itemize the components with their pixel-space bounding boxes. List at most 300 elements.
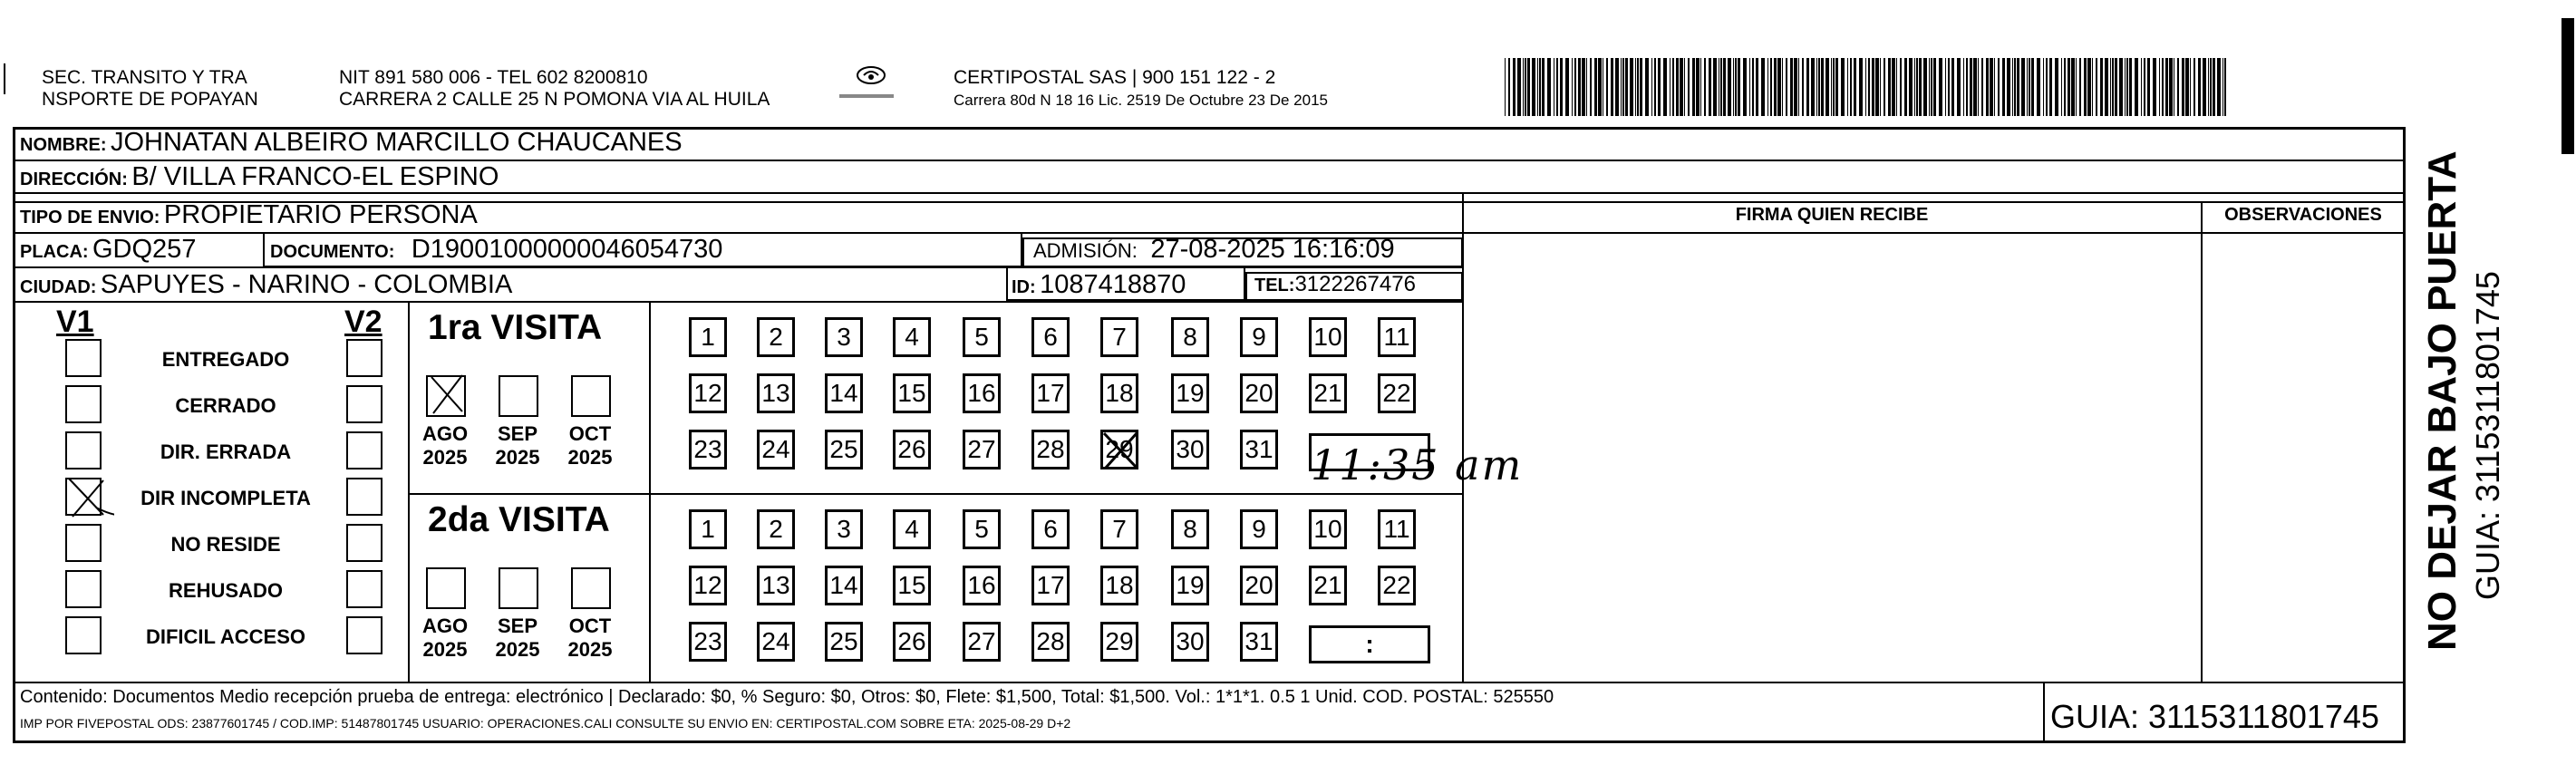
placa-value: GDQ257 [92,235,197,264]
barcode-bar [1578,58,1581,116]
day-box: 5 [963,317,1001,357]
barcode-bar [1622,58,1624,116]
barcode-bar [2017,58,2019,116]
day-box: 21 [1309,373,1347,413]
day-box: 6 [1031,317,1070,357]
day-box: 1 [689,317,727,357]
barcode-bar [1692,58,1695,116]
nombre-value: JOHNATAN ALBEIRO MARCILLO CHAUCANES [111,128,683,157]
nombre-label: NOMBRE: [20,135,107,155]
barcode-bar [1611,58,1613,116]
barcode-bar [1560,58,1563,116]
barcode-bar [1517,58,1521,116]
barcode-bar [1825,58,1829,116]
day-box: 7 [1100,317,1138,357]
barcode-bar [2055,58,2058,116]
col-divider [2404,127,2406,743]
barcode-bar [1794,58,1797,116]
barcode-bar [1782,58,1783,116]
barcode-bar [1574,58,1576,116]
side-warning: NO DEJAR BAJO PUERTA [2420,150,2465,651]
id-value: 1087418870 [1040,270,1186,299]
barcode-bar [1833,58,1835,116]
barcode-bar [1896,58,1897,116]
barcode-bar [1978,58,1979,116]
barcode-bar [1658,58,1661,116]
barcode-bar [1713,58,1717,116]
barcode-bar [1676,58,1679,116]
org-line-1: SEC. TRANSITO Y TRA [42,67,247,88]
first-visit-title: 1ra VISITA [428,308,603,347]
firma-header: FIRMA QUIEN RECIBE [1735,205,1929,225]
day-box: 25 [825,622,863,662]
barcode-bar [1802,58,1804,116]
barcode-bar [2012,58,2013,116]
barcode-bar [2046,58,2048,116]
day-box: 16 [963,373,1001,413]
day-box: 29 [1100,622,1138,662]
barcode-bar [1786,58,1787,116]
day-box: 8 [1171,317,1209,357]
barcode-bar [1684,58,1685,116]
barcode-bar [2177,58,2179,116]
day-box: 1 [689,509,727,549]
barcode-bar [2014,58,2016,116]
v1-checkbox [65,524,102,562]
barcode-bar [1900,58,1902,116]
barcode-bar [1951,58,1954,116]
barcode-bar [1556,58,1558,116]
barcode-bar [1505,58,1506,116]
day-box: 15 [893,373,931,413]
day-box: 2 [757,317,795,357]
day-box: 31 [1240,622,1278,662]
barcode-bar [2049,58,2052,116]
nit-line: NIT 891 580 006 - TEL 602 8200810 [339,67,648,88]
day-box: 3 [825,509,863,549]
v2-checkbox [346,431,383,469]
day-box: 11 [1378,509,1416,549]
barcode-bar [1615,58,1619,116]
barcode-bar [1630,58,1633,116]
documento-value: D19001000000046054730 [411,235,723,264]
day-box: 27 [963,622,1001,662]
barcode-bar [1728,58,1731,116]
barcode-bar [1527,58,1530,116]
courier-name: CERTIPOSTAL SAS | 900 151 122 - 2 [954,67,1276,88]
footer-divider [13,682,2406,683]
documento-field [270,234,722,269]
barcode-bar [1929,58,1930,116]
barcode-bar [2031,58,2034,116]
barcode-bar [2029,58,2030,116]
barcode-bar [2002,58,2005,116]
barcode-bar [1818,58,1820,116]
month-label: OCT [568,422,612,445]
barcode-bar [1933,58,1936,116]
day-box: 17 [1031,566,1070,605]
barcode-bar [1565,58,1569,116]
barcode-bar [1841,58,1845,116]
barcode-bar [1590,58,1592,116]
time-box: : [1309,625,1430,663]
barcode-bar [2061,58,2062,116]
v1-checkbox [65,385,102,423]
day-box: 26 [893,622,931,662]
barcode-bar [1948,58,1950,116]
year-label: 2025 [422,446,468,469]
barcode-bar [1854,58,1856,116]
day-box: 23 [689,430,727,469]
barcode-bar [2064,58,2066,116]
day-box: 22 [1378,373,1416,413]
barcode-bar [1806,58,1809,116]
barcode-bar [1532,58,1535,116]
barcode-bar [1859,58,1863,116]
barcode-bar [1735,58,1737,116]
day-box: 19 [1171,373,1209,413]
barcode-bar [1743,58,1747,116]
barcode-bar [2144,58,2145,116]
barcode-bar [1904,58,1907,116]
barcode-bar [1539,58,1541,116]
barcode-bar [2198,58,2201,116]
barcode-bar [2153,58,2156,116]
barcode-bar [1998,58,2000,116]
tel-label: TEL: [1254,276,1295,295]
barcode-bar [2043,58,2044,116]
day-box: 26 [893,430,931,469]
barcode-bar [2208,58,2209,116]
admision-value: 27-08-2025 16:16:09 [1150,235,1395,264]
day-box: 13 [757,566,795,605]
barcode-bar [2112,58,2114,116]
status-label: REHUSADO [169,579,283,602]
barcode-bar [1981,58,1983,116]
month-mark-icon [426,372,468,417]
v2-label: V2 [344,305,383,339]
barcode-bar [1621,58,1622,116]
certipostal-logo-text-icon [839,89,894,98]
barcode-bar [1872,58,1874,116]
placa-field [20,234,196,269]
barcode-bar [1625,58,1628,116]
org-line-2: NSPORTE DE POPAYAN [42,89,258,110]
barcode-bar [1606,58,1608,116]
barcode-bar [1831,58,1832,116]
barcode-bar [2224,58,2226,116]
col-divider [649,301,651,682]
day-box: 23 [689,622,727,662]
day-box: 9 [1240,317,1278,357]
barcode-bar [2213,58,2215,116]
barcode-bar [1770,58,1772,116]
barcode-bar [2147,58,2150,116]
barcode-bar [2084,58,2087,116]
barcode-bar [1777,58,1781,116]
day-box: 10 [1309,509,1347,549]
day-box: 28 [1031,430,1070,469]
barcode [1505,58,2230,116]
barcode-bar [1720,58,1722,116]
footer-guia: GUIA: 3115311801745 [2050,698,2379,735]
barcode-bar [1914,58,1915,116]
barcode-bar [1868,58,1870,116]
barcode-bar [2027,58,2028,116]
checkmark-icon [60,471,114,522]
v1-checkbox [65,339,102,377]
barcode-bar [2037,58,2040,116]
barcode-bar [1945,58,1946,116]
barcode-bar [2076,58,2077,116]
day-box: 19 [1171,566,1209,605]
month-label: AGO [421,615,469,637]
day-box: 25 [825,430,863,469]
day-box: 29 [1100,430,1138,469]
day-box: 16 [963,566,1001,605]
barcode-bar [2193,58,2195,116]
barcode-bar [1537,58,1538,116]
day-box: 7 [1100,509,1138,549]
barcode-bar [1645,58,1649,116]
barcode-bar [2190,58,2191,116]
barcode-bar [2162,58,2164,116]
day-box: 30 [1171,622,1209,662]
v2-checkbox [346,385,383,423]
barcode-bar [1525,58,1526,116]
barcode-bar [1586,58,1587,116]
day-box: 28 [1031,622,1070,662]
barcode-bar [1811,58,1815,116]
barcode-bar [1542,58,1545,116]
barcode-bar [1963,58,1964,116]
barcode-bar [2210,58,2212,116]
barcode-bar [2092,58,2093,116]
footer-col-divider [2043,682,2045,743]
barcode-bar [1847,58,1848,116]
day-box: 3 [825,317,863,357]
day-box: 10 [1309,317,1347,357]
barcode-bar [2100,58,2103,116]
day-box: 4 [893,509,931,549]
ciudad-field [20,269,512,305]
direccion-row [20,161,499,197]
status-label: CERRADO [175,394,276,417]
barcode-bar [1884,58,1885,116]
barcode-bar [2169,58,2173,116]
barcode-bar [2110,58,2111,116]
certipostal-logo-icon [856,65,886,85]
month-checkbox [426,567,466,609]
col-divider [2201,201,2203,682]
status-label: ENTREGADO [161,348,290,371]
month-checkbox [571,567,611,609]
month-label: SEP [497,422,538,445]
barcode-bar [1761,58,1765,116]
tipo-row [20,199,478,235]
placa-label: PLACA: [20,242,89,262]
barcode-bar [2217,58,2221,116]
day-mark-icon [1100,430,1140,471]
side-guia: GUIA: 3115311801745 [2469,271,2506,600]
barcode-bar [1523,58,1524,116]
barcode-bar [1931,58,1932,116]
day-box: 8 [1171,509,1209,549]
barcode-bar [1594,58,1597,116]
barcode-bar [2105,58,2108,116]
month-checkbox [499,567,538,609]
v2-checkbox [346,570,383,608]
barcode-bar [2071,58,2075,116]
barcode-bar [1990,58,1993,116]
day-box: 24 [757,622,795,662]
barcode-bar [1767,58,1768,116]
margin-mark-right [2561,18,2574,154]
nombre-row [20,127,683,162]
barcode-bar [1875,58,1879,116]
barcode-bar [1749,58,1750,116]
day-box: 22 [1378,566,1416,605]
barcode-bar [1640,58,1642,116]
barcode-bar [1651,58,1652,116]
barcode-bar [1939,58,1942,116]
barcode-bar [1752,58,1754,116]
barcode-bar [1572,58,1573,116]
tipo-value: PROPIETARIO PERSONA [163,200,478,229]
day-box: 20 [1240,566,1278,605]
barcode-bar [1654,58,1656,116]
barcode-bar [1880,58,1881,116]
v1-label: V1 [56,305,94,339]
day-box: 2 [757,509,795,549]
year-label: 2025 [495,446,540,469]
tel-field [1254,269,1416,303]
tel-value: 3122267476 [1294,272,1416,296]
day-box: 24 [757,430,795,469]
direccion-label: DIRECCIÓN: [20,169,128,189]
barcode-bar [2203,58,2206,116]
barcode-bar [1663,58,1667,116]
tipo-label: TIPO DE ENVIO: [20,208,160,227]
admision-label: ADMISIÓN: [1033,239,1138,262]
barcode-bar [1923,58,1927,116]
month-label: OCT [568,615,612,637]
barcode-bar [1909,58,1913,116]
day-box: 6 [1031,509,1070,549]
barcode-bar [1774,58,1777,116]
barcode-bar [2115,58,2117,116]
barcode-bar [2135,58,2138,116]
barcode-bar [1865,58,1866,116]
barcode-bar [1821,58,1824,116]
id-field [1012,269,1186,305]
second-visit-title: 2da VISITA [428,500,610,539]
barcode-bar [1994,58,1995,116]
barcode-bar [1672,58,1674,116]
barcode-bar [2126,58,2128,116]
barcode-bar [2165,58,2168,116]
v1-checkbox [65,616,102,654]
address-line: CARRERA 2 CALLE 25 N POMONA VIA AL HUILA [339,89,770,110]
barcode-bar [1582,58,1585,116]
footer-line-1: Contenido: Documentos Medio recepción prueba de entrega: electrónico | Declarado: $0, % Seguro: $0, Otros: $0, Flete: $1,500, Total: $1,500. Vol.: 1*1*1. 0.5 1 Unid. COD. POSTAL: 525550 [20,687,1554,707]
visit-divider [408,493,1463,495]
barcode-bar [1970,58,1972,116]
month-label: AGO [421,422,469,445]
barcode-bar [2096,58,2097,116]
barcode-bar [1508,58,1510,116]
day-box: 4 [893,317,931,357]
courier-license: Carrera 80d N 18 16 Lic. 2519 De Octubre 23 De 2015 [954,92,1328,109]
barcode-bar [1547,58,1551,116]
barcode-bar [1723,58,1726,116]
v2-checkbox [346,478,383,516]
year-label: 2025 [567,638,613,661]
ciudad-label: CIUDAD: [20,277,97,297]
barcode-bar [1892,58,1895,116]
v2-checkbox [346,339,383,377]
direccion-value: B/ VILLA FRANCO-EL ESPINO [131,162,499,191]
barcode-bar [1790,58,1793,116]
handwritten-time: 11:35 am [1311,440,1524,489]
day-box: 18 [1100,566,1138,605]
v1-checkbox [65,431,102,469]
status-label: NO RESIDE [170,533,281,556]
barcode-bar [1680,58,1683,116]
v1-checkbox [65,570,102,608]
documento-label: DOCUMENTO: [270,242,395,262]
barcode-bar [2182,58,2184,116]
barcode-bar [1709,58,1711,116]
barcode-bar [2007,58,2010,116]
margin-mark [4,63,5,94]
day-box: 12 [689,373,727,413]
barcode-bar [1700,58,1701,116]
year-label: 2025 [422,638,468,661]
day-box: 21 [1309,566,1347,605]
barcode-bar [1513,58,1516,116]
barcode-bar [2185,58,2189,116]
day-box: 20 [1240,373,1278,413]
year-label: 2025 [495,638,540,661]
barcode-bar [1966,58,1968,116]
col-divider [408,301,410,682]
barcode-bar [2021,58,2025,116]
org-name [42,67,258,111]
month-label: SEP [497,615,538,637]
sender-info [339,67,770,111]
day-box: 5 [963,509,1001,549]
barcode-bar [2129,58,2132,116]
day-box: 14 [825,566,863,605]
barcode-bar [2125,58,2126,116]
footer-line-2: IMP POR FIVEPOSTAL ODS: 23877601745 / COD.IMP: 51487801745 USUARIO: OPERACIONES.CALI CONSULTE SU ENVIO EN: CERTIPOSTAL.COM SOBRE ETA: 2025-08-29 D+2 [20,716,1071,731]
barcode-bar [1986,58,1989,116]
month-checkbox [499,375,538,417]
day-box: 15 [893,566,931,605]
day-box: 18 [1100,373,1138,413]
barcode-bar [1704,58,1706,116]
barcode-bar [2079,58,2081,116]
day-box: 31 [1240,430,1278,469]
barcode-bar [1738,58,1740,116]
barcode-bar [2068,58,2070,116]
v2-checkbox [346,616,383,654]
barcode-bar [1696,58,1700,116]
day-box: 14 [825,373,863,413]
barcode-bar [1798,58,1799,116]
barcode-bar [1688,58,1690,116]
